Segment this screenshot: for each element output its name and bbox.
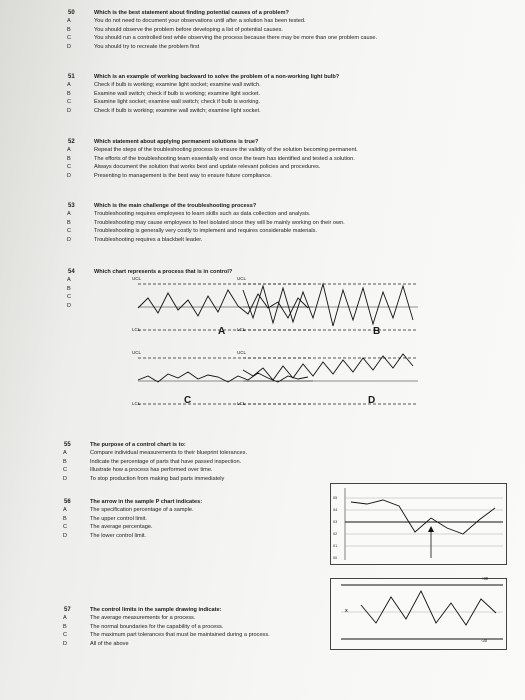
control-chart-d — [223, 352, 423, 412]
question-stem: Which is the best statement about finding potential causes of a problem? — [94, 10, 289, 16]
ucl-label: UCL — [132, 276, 142, 281]
panel-letter: C — [184, 395, 192, 406]
answer-letters — [63, 449, 67, 483]
letter-b: B — [67, 155, 71, 162]
answer-letters — [63, 614, 67, 648]
letter-a: A — [67, 211, 71, 218]
question-stem: The purpose of a control chart is to: — [90, 442, 186, 448]
tick-label: 01 — [333, 544, 338, 548]
option-c: Examine light socket; examine wall switch; check if bulb is working. — [94, 99, 261, 106]
panel-letter: B — [373, 326, 381, 337]
question-53 — [67, 202, 514, 244]
lcl-label: LCL — [132, 327, 141, 332]
p-chart — [330, 483, 507, 565]
option-c: Troubleshooting is generally very costly to implement and requires considerable materials. — [94, 228, 318, 235]
answer-letters — [67, 81, 71, 115]
question-number: 56 — [64, 499, 71, 505]
question-stem: Which is an example of working backward to solve the problem of a non-working light bulb? — [94, 74, 340, 80]
question-stem: Which is the main challenge of the troubleshooting process? — [94, 203, 257, 209]
question-number: 50 — [68, 10, 75, 16]
letter-b: B — [63, 515, 67, 522]
letter-d: D — [63, 532, 68, 539]
letter-c: C — [67, 164, 72, 171]
option-b: Examine wall switch; check if bulb is working; examine light socket. — [94, 90, 261, 97]
option-c: Illustrate how a process has performed over time. — [90, 467, 213, 474]
answer-letters — [67, 276, 71, 310]
letter-c: C — [67, 99, 72, 106]
letter-a: A — [67, 82, 71, 89]
upper-limit-label: +30 — [481, 576, 489, 581]
letter-c: C — [67, 35, 72, 42]
letter-c: C — [67, 294, 72, 301]
question-stem: Which statement about applying permanent solutions is true? — [94, 139, 259, 145]
option-b: Troubleshooting may cause employees to feel isolated since they will be mainly working on their own. — [94, 219, 345, 226]
panel-letter: A — [218, 326, 226, 337]
letter-a: A — [63, 615, 67, 622]
option-d: Check if bulb is working; examine wall switch; examine light socket. — [94, 107, 261, 114]
question-number: 51 — [68, 74, 75, 80]
option-a: Troubleshooting requires employees to learn skills such as data collection and analysis. — [94, 211, 311, 218]
question-55 — [63, 441, 420, 483]
question-number: 57 — [64, 607, 71, 613]
tick-label: 04 — [333, 508, 338, 512]
tick-label: 03 — [333, 520, 338, 524]
letter-d: D — [67, 236, 72, 243]
question-stem: The arrow in the sample P chart indicates: — [90, 499, 203, 505]
sample-control-chart — [330, 578, 507, 650]
letter-b: B — [67, 219, 71, 226]
letter-d: D — [67, 107, 72, 114]
option-a: Check if bulb is working; examine light socket; examine wall switch. — [94, 82, 261, 89]
letter-a: A — [63, 450, 67, 457]
question-57 — [63, 606, 330, 648]
question-51 — [67, 73, 514, 115]
option-c: The average percentage. — [90, 524, 153, 531]
option-d: All of the above — [90, 640, 129, 647]
letter-c: C — [63, 467, 68, 474]
letter-a: A — [67, 277, 71, 284]
answer-letters — [67, 146, 71, 180]
option-a: Repeat the steps of the troubleshooting process to ensure the validity of the solution becoming permanent. — [94, 147, 358, 154]
letter-a: A — [63, 507, 67, 514]
question-number: 53 — [68, 203, 75, 209]
option-c: You should run a controlled test while observing the process because there may be more than one problem cause. — [94, 35, 378, 42]
letter-c: C — [63, 632, 68, 639]
lcl-label: LCL — [237, 327, 246, 332]
tick-label: 05 — [333, 496, 338, 500]
ucl-label: UCL — [132, 350, 142, 355]
letter-b: B — [63, 458, 67, 465]
option-a: You do not need to document your observations until after a solution has been tested. — [94, 18, 306, 25]
letter-d: D — [63, 640, 68, 647]
letter-b: B — [63, 623, 67, 630]
option-d: You should try to recreate the problem first — [94, 43, 200, 50]
answer-letters — [67, 17, 71, 51]
letter-b: B — [67, 26, 71, 33]
letter-d: D — [63, 475, 68, 482]
option-b: The normal boundaries for the capability of a process. — [90, 623, 224, 630]
option-a: The specification percentage of a sample. — [90, 507, 194, 514]
option-d: Presenting to management is the best way to ensure future compliance. — [94, 172, 272, 179]
ucl-label: UCL — [237, 350, 247, 355]
letter-d: D — [67, 43, 72, 50]
letter-c: C — [67, 228, 72, 235]
letter-b: B — [67, 285, 71, 292]
option-c: The maximum part tolerances that must be maintained during a process. — [90, 632, 270, 639]
option-b: You should observe the problem before developing a list of potential causes. — [94, 26, 283, 33]
control-chart-b — [223, 278, 423, 338]
tick-label: 02 — [333, 532, 338, 536]
option-c: Always document the solution that works best and update relevant policies and procedures. — [94, 164, 321, 171]
answer-letters — [63, 506, 67, 540]
letter-a: A — [67, 147, 71, 154]
question-52 — [67, 138, 514, 180]
tick-label: 00 — [333, 556, 338, 560]
letter-d: D — [67, 172, 72, 179]
option-d: To stop production from making bad parts immediately — [90, 475, 225, 482]
ucl-label: UCL — [237, 276, 247, 281]
lcl-label: LCL — [132, 401, 141, 406]
letter-c: C — [63, 524, 68, 531]
mean-label: X — [345, 608, 348, 613]
lower-limit-label: -30 — [481, 638, 488, 643]
option-a: The average measurements for a process. — [90, 615, 196, 622]
question-stem: The control limits in the sample drawing indicate: — [90, 607, 222, 613]
lcl-label: LCL — [237, 401, 246, 406]
letter-a: A — [67, 18, 71, 25]
option-b: The upper control limit. — [90, 515, 147, 522]
letter-d: D — [67, 302, 72, 309]
question-56 — [63, 498, 330, 540]
question-number: 54 — [68, 269, 75, 275]
question-number: 55 — [64, 442, 71, 448]
question-50 — [67, 9, 514, 51]
question-number: 52 — [68, 139, 75, 145]
question-stem: Which chart represents a process that is in control? — [94, 269, 233, 275]
option-a: Compare individual measurements to their blueprint tolerances. — [90, 450, 248, 457]
letter-b: B — [67, 90, 71, 97]
panel-letter: D — [368, 395, 376, 406]
option-b: The efforts of the troubleshooting team essentially end once the team has identified and tested a solution. — [94, 155, 355, 162]
option-d: Troubleshooting requires a blackbelt leader. — [94, 236, 203, 243]
option-d: The lower control limit. — [90, 532, 146, 539]
p-chart-ticks — [333, 492, 337, 564]
option-b: Indicate the percentage of parts that have passed inspection. — [90, 458, 242, 465]
answer-letters — [67, 210, 71, 244]
